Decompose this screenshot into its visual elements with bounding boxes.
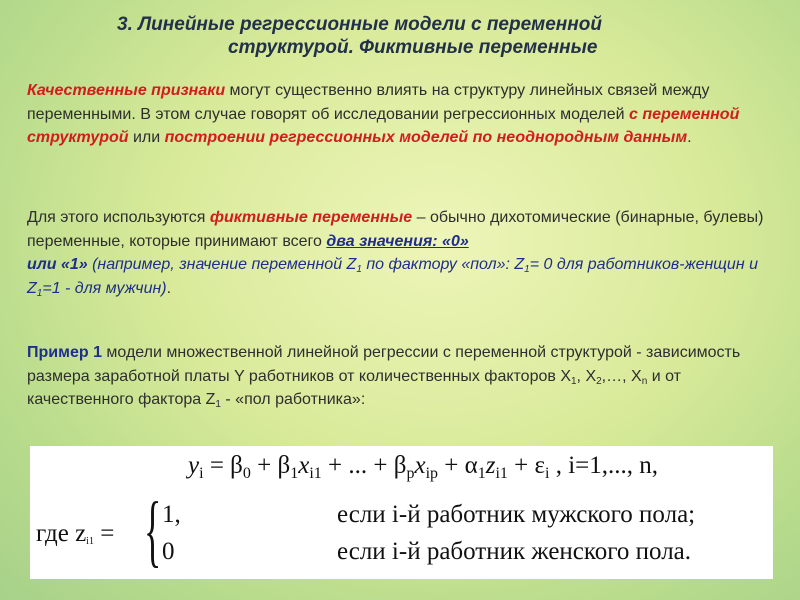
eq-part: + ε (507, 452, 546, 479)
subscript: 1 (36, 287, 43, 299)
text: могут существенно влиять на структуру линейных связей между переменными. В этом случае говорят об исследовании регрессионных моделей (27, 82, 710, 123)
eq-sub: i1 (309, 465, 322, 482)
term-qualitative-features: Качественные признаки (27, 82, 226, 99)
example-text: по фактору «пол» (361, 256, 506, 273)
case-value: 1, (162, 501, 181, 528)
example-text: : Z (505, 256, 525, 273)
eq-part: y (188, 452, 200, 479)
text: ,…, X (601, 367, 642, 385)
regression-equation (188, 452, 658, 480)
subscript: n (641, 375, 648, 387)
eq-part: + ... + β (321, 452, 407, 479)
eq-part: z (485, 452, 496, 479)
eq-sub: i1 (86, 536, 94, 547)
eq-part: где z (36, 520, 87, 547)
example-text: = 0 для работников-женщин и Z (27, 256, 758, 297)
eq-sub: i (199, 465, 204, 482)
text: - «пол работника»: (220, 391, 366, 408)
eq-part: = β (203, 452, 243, 479)
text: , X (576, 367, 597, 385)
paragraph-qualitative-features (27, 79, 787, 150)
term-two-values: два значения: «0» (326, 232, 469, 250)
subscript: 1 (524, 264, 530, 275)
subscript: 1 (356, 264, 362, 275)
title-line-1: 3. Линейные регрессионные модели с переменной (117, 14, 602, 35)
eq-part: x (298, 452, 310, 479)
case-value: 0 (162, 538, 175, 565)
eq-part: = (93, 520, 115, 547)
subscript: 1 (570, 375, 577, 387)
subscript: 1 (215, 399, 221, 410)
formula-box (30, 446, 773, 579)
eq-part: + α (438, 452, 478, 479)
eq-sub: p (406, 465, 415, 482)
term-example-1: Пример 1 (27, 344, 102, 361)
term-heterogeneous-data: построении регрессионных моделей по неоднородным данным (164, 129, 688, 146)
eq-part: + β (250, 452, 291, 479)
title-line-2: структурой. Фиктивные переменные (228, 37, 598, 58)
text: . (166, 279, 172, 297)
eq-sub: 1 (290, 465, 299, 482)
eq-sub: ip (425, 465, 439, 482)
term-or-one: или «1» (27, 256, 88, 273)
text: – обычно дихотомические (бинарные, булевы) переменные, которые принимают всего (27, 209, 764, 250)
case-female (162, 538, 692, 566)
text: и от качественного фактора Z (27, 367, 681, 408)
eq-part: x (414, 452, 426, 479)
dummy-definition-label (36, 520, 114, 548)
eq-sub: 0 (242, 465, 251, 482)
case-text: если i-й работник мужского пола; (337, 501, 696, 528)
eq-sub: 1 (477, 465, 486, 482)
paragraph-dummy-variables (27, 206, 787, 300)
eq-part: , i=1,..., n, (549, 452, 659, 479)
text: или (128, 129, 165, 146)
term-dummy-variables: фиктивные переменные (209, 209, 413, 226)
subscript: 2 (596, 375, 602, 387)
text: Для этого используются (27, 209, 210, 226)
case-text: если i-й работник женского пола. (337, 538, 692, 565)
paragraph-example-1 (27, 341, 787, 412)
example-text: (например, значение переменной Z (87, 256, 357, 273)
example-text: =1 - для мужчин) (42, 279, 167, 297)
term-variable-structure: с переменной структурой (27, 105, 740, 146)
text: . (687, 129, 692, 146)
left-brace-icon: { (144, 487, 162, 575)
eq-sub: i1 (495, 465, 508, 482)
case-male (162, 501, 696, 529)
eq-sub: i (545, 465, 550, 482)
text: модели множественной линейной регрессии с переменной структурой - зависимость размера заработной платы Y работников от количественных факторов X (27, 344, 741, 385)
